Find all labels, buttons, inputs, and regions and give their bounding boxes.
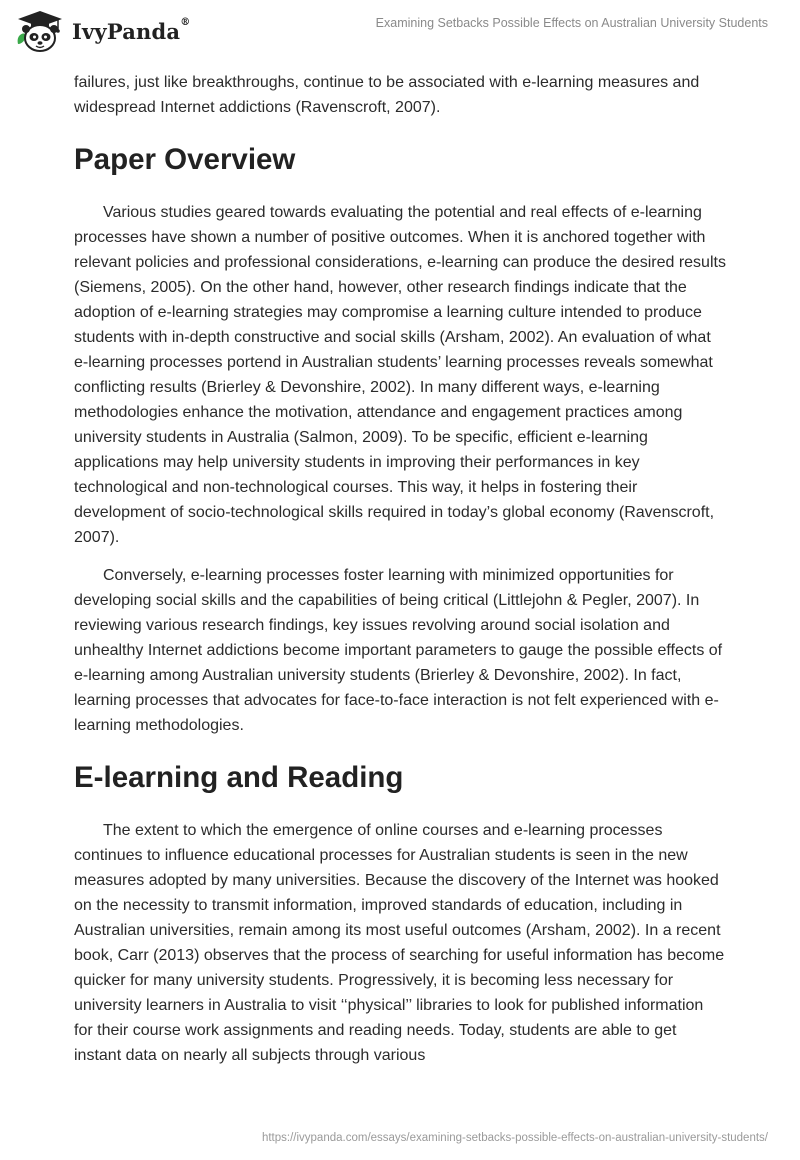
- section-heading-e-learning-reading: E-learning and Reading: [74, 761, 404, 794]
- panda-graduation-icon: [14, 8, 66, 54]
- section-heading-paper-overview: Paper Overview: [74, 143, 296, 176]
- page-header: [0, 0, 800, 64]
- essay-content: [74, 70, 726, 1068]
- document-title: Examining Setbacks Possible Effects on Australian University Students: [375, 16, 768, 30]
- ivypanda-logo[interactable]: [14, 8, 190, 54]
- paragraph: Various studies geared towards evaluating the potential and real effects of e-learning processes have shown a number of positive outcomes. When it is anchored together with relevant policies and professional considerations, e-learning can produce the desired results (Siemens, 2005). On the other hand, however, other research findings indicate that the adoption of e-learning strategies may compromise a learning culture intended to produce students with in-depth constructive and social skills (Arsham, 2002). An evaluation of what e-learning processes portend in Australian students’ learning processes reveals somewhat conflicting results (Brierley & Devonshire, 2002). In many different ways, e-learning methodologies enhance the motivation, attendance and engagement practices among university students in Australia (Salmon, 2009). To be specific, efficient e-learning applications may help university students in improving their performances in key technological and non-technological courses. This way, it helps in fostering their development of socio-technological skills required in today’s global economy (Ravenscroft, 2007).: [74, 204, 726, 546]
- paragraph: The extent to which the emergence of online courses and e-learning processes continues to influence educational processes for Australian students is seen in the new measures adopted by many universities. Because the discovery of the Internet was hooked on the necessity to transmit information, improved standards of education, including in Australian universities, remain among its most useful outcomes (Arsham, 2002). In a recent book, Carr (2013) observes that the process of searching for useful information has become quicker for many university students. Progressively, it is becoming less necessary for university learners in Australia to visit ‘‘physical’’ libraries to look for published information for their course work assignments and reading needs. Today, students are able to get instant data on nearly all subjects through various: [74, 822, 725, 1064]
- intro-fragment: failures, just like breakthroughs, continue to be associated with e-learning measures and widespread Internet addictions (Ravenscroft, 2007).: [74, 74, 700, 116]
- source-url[interactable]: https://ivypanda.com/essays/examining-setbacks-possible-effects-on-australian-university-students/: [261, 1132, 768, 1144]
- brand-name: IvyPanda®: [72, 16, 191, 44]
- paragraph: Conversely, e-learning processes foster learning with minimized opportunities for developing social skills and the capabilities of being critical (Littlejohn & Pegler, 2007). In reviewing various research findings, key issues revolving around social isolation and unhealthy Internet addictions become important parameters to gauge the possible effects of e-learning among Australian university students (Brierley & Devonshire, 2002). In fact, learning processes that advocates for face-to-face interaction is not felt experienced with e-learning methodologies.: [74, 567, 723, 734]
